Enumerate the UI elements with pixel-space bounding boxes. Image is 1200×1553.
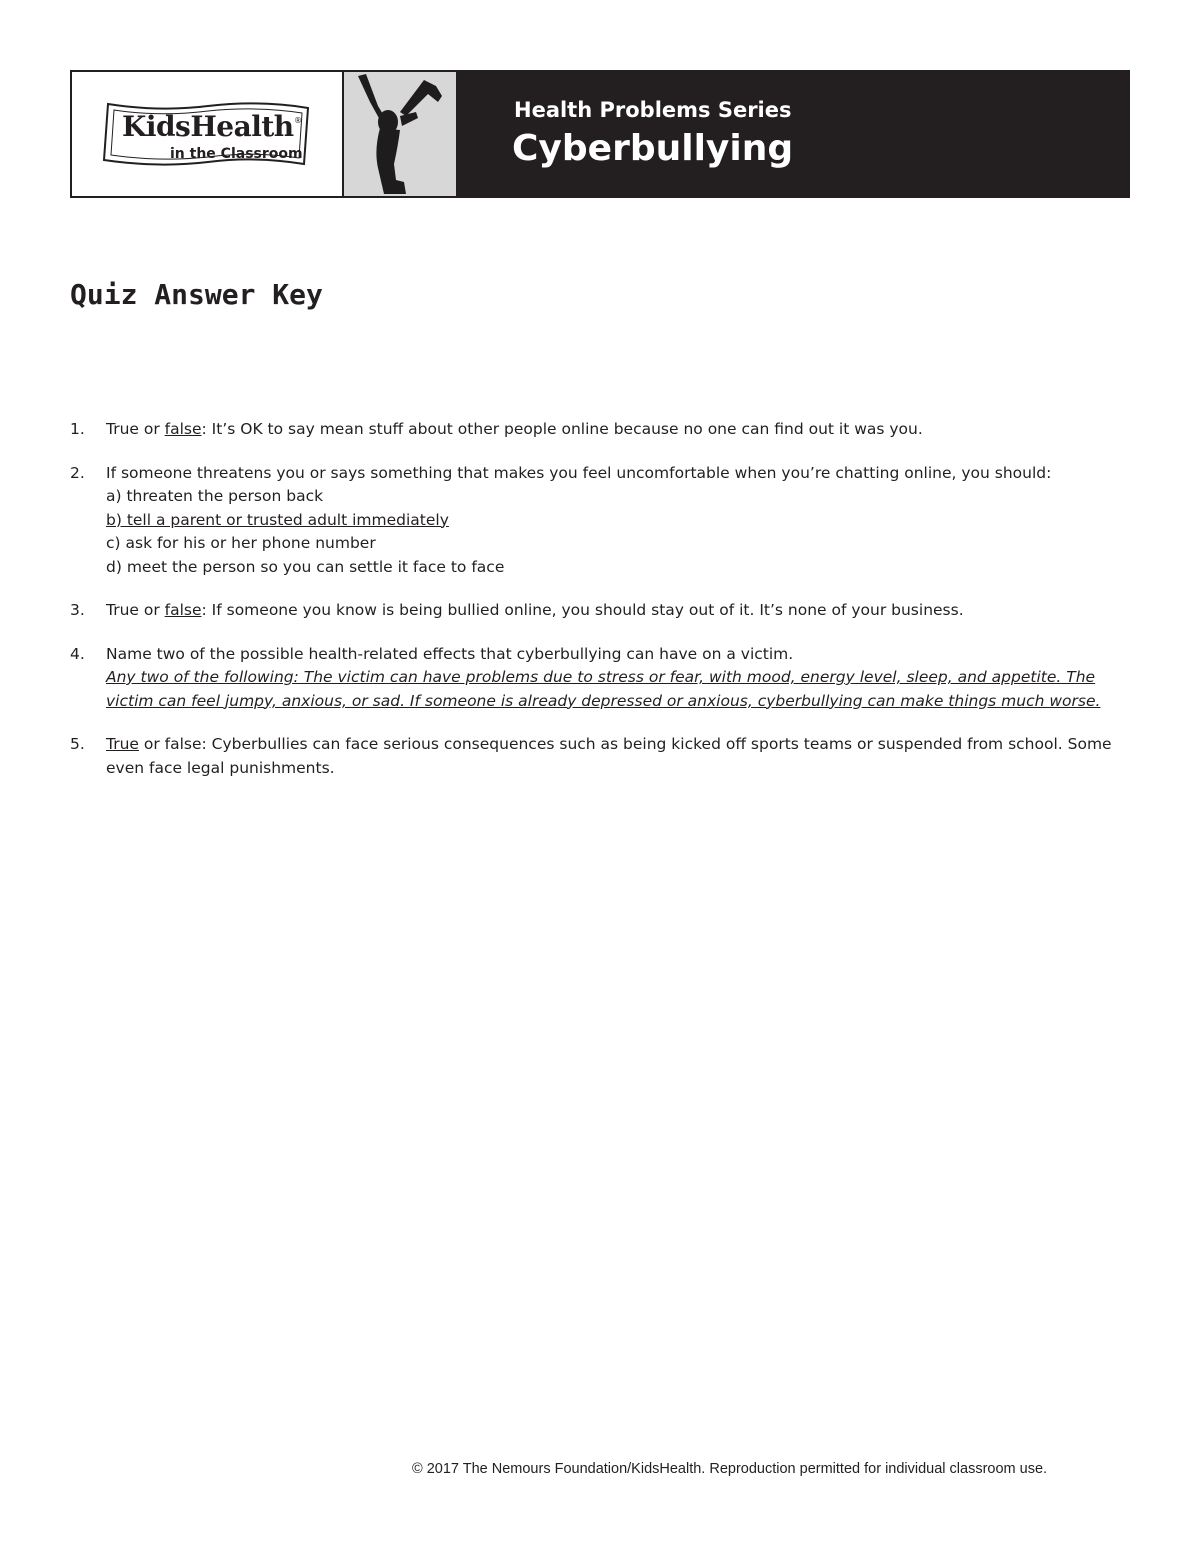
question-1 <box>70 418 1130 442</box>
correct-answer: false <box>164 601 202 619</box>
question-number: 4. <box>70 644 85 663</box>
question-2 <box>70 462 1130 580</box>
cartwheel-figure-icon <box>344 72 456 196</box>
question-text: : It’s OK to say mean stuff about other people online because no one can find out it was you. <box>201 420 923 438</box>
question-prompt: Name two of the possible health-related effects that cyberbullying can have on a victim. <box>106 644 794 663</box>
question-prompt: If someone threatens you or says something that makes you feel uncomfortable when you’re chatting online, you should: <box>106 463 1052 482</box>
correct-answer: false <box>164 420 202 438</box>
question-text: : If someone you know is being bullied online, you should stay out of it. It’s none of your business. <box>201 601 964 619</box>
logo-registered-mark: ® <box>294 116 302 125</box>
question-text: True or <box>106 601 165 619</box>
answer-option-correct: b) tell a parent or trusted adult immediately <box>106 510 449 529</box>
copyright-footer: © 2017 The Nemours Foundation/KidsHealth. Reproduction permitted for individual classroom use. <box>412 1461 1048 1477</box>
question-text: True or <box>106 420 165 438</box>
answer-text: Any two of the following: The victim can have problems due to stress or fear, with mood, energy level, sleep, and appetite. The victim can feel jumpy, anxious, or sad. If someone is already depressed or anxious, cyberbullying can make things much worse. <box>106 668 1101 710</box>
question-5 <box>70 733 1130 780</box>
answer-option: a) threaten the person back <box>106 487 324 505</box>
logo-box <box>72 72 344 196</box>
series-label: Health Problems Series <box>514 98 792 122</box>
answer-option: d) meet the person so you can settle it face to face <box>106 557 505 576</box>
answer-option: c) ask for his or her phone number <box>106 534 376 552</box>
quiz-list <box>70 418 1130 800</box>
header-photo <box>344 72 458 196</box>
question-number: 3. <box>70 601 85 619</box>
correct-answer: True <box>106 735 139 753</box>
question-3 <box>70 599 1130 623</box>
logo-subtext: in the Classroom <box>170 146 303 162</box>
question-number: 1. <box>70 420 85 438</box>
question-4 <box>70 643 1130 714</box>
header-banner <box>70 70 1130 198</box>
question-text: or false: Cyberbullies can face serious consequences such as being kicked off sports teams or suspended from school. Some even face legal punishments. <box>106 735 1112 777</box>
question-number: 5. <box>70 735 85 753</box>
series-title: Cyberbullying <box>512 128 794 169</box>
logo-text: KidsHealth <box>122 110 294 143</box>
page-title: Quiz Answer Key <box>70 278 323 311</box>
question-number: 2. <box>70 463 85 482</box>
